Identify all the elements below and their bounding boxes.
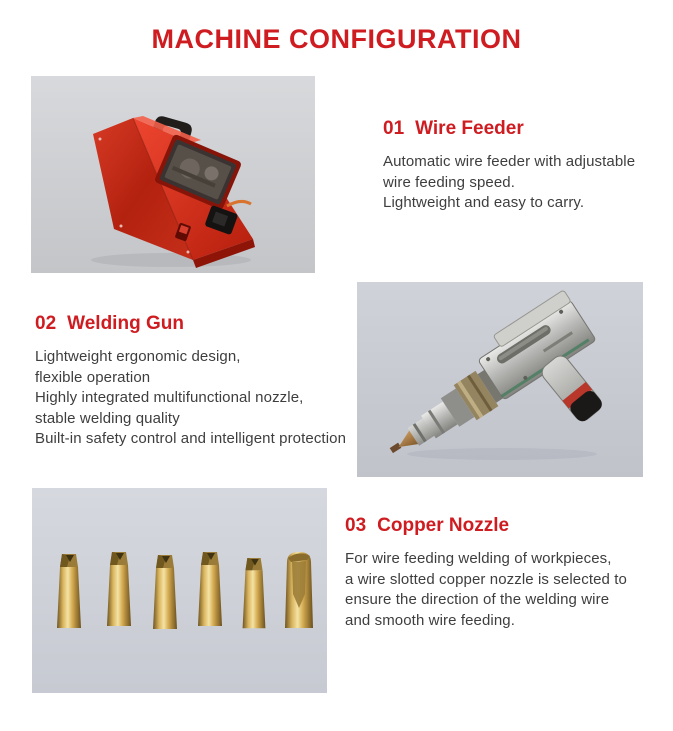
section-text-line: stable welding quality [35,409,180,427]
section-title: Welding Gun [67,313,184,334]
welding-gun-photo [357,282,643,477]
section-text-line: Built-in safety control and intelligent protection [35,430,347,447]
section-welding-gun-text [35,313,346,450]
section-text-line: Automatic wire feeder with adjustable [383,153,636,170]
welding-gun-illustration [357,282,643,477]
section-copper-nozzle-text [345,515,627,631]
section-number: 03 [345,515,367,536]
copper-nozzle-illustration [32,488,327,693]
section-title: Wire Feeder [415,118,524,139]
section-heading-wire-feeder [383,118,635,140]
section-text-line: ensure the direction of the welding wire [345,591,610,608]
wire-feeder-photo [31,76,315,273]
section-text-line: flexible operation [35,368,151,386]
section-heading-copper-nozzle [345,515,627,537]
section-text-line: Lightweight ergonomic design, [35,348,241,365]
section-text-line: Highly integrated multifunctional nozzle, [35,389,304,406]
copper-nozzle-photo [32,488,327,693]
page-title: MACHINE CONFIGURATION [151,24,522,54]
section-text-line: Lightweight and easy to carry. [383,194,585,211]
section-number: 02 [35,313,57,334]
section-number: 01 [383,118,405,139]
wire-feeder-illustration [31,76,315,273]
section-text-line: and smooth wire feeding. [345,611,515,629]
section-wire-feeder-text [383,118,635,214]
section-heading-welding-gun [35,313,346,335]
section-text-line: a wire slotted copper nozzle is selected to [345,570,627,588]
section-text-line: wire feeding speed. [383,173,515,191]
section-title: Copper Nozzle [377,515,510,536]
section-text-line: For wire feeding welding of workpieces, [345,550,612,567]
